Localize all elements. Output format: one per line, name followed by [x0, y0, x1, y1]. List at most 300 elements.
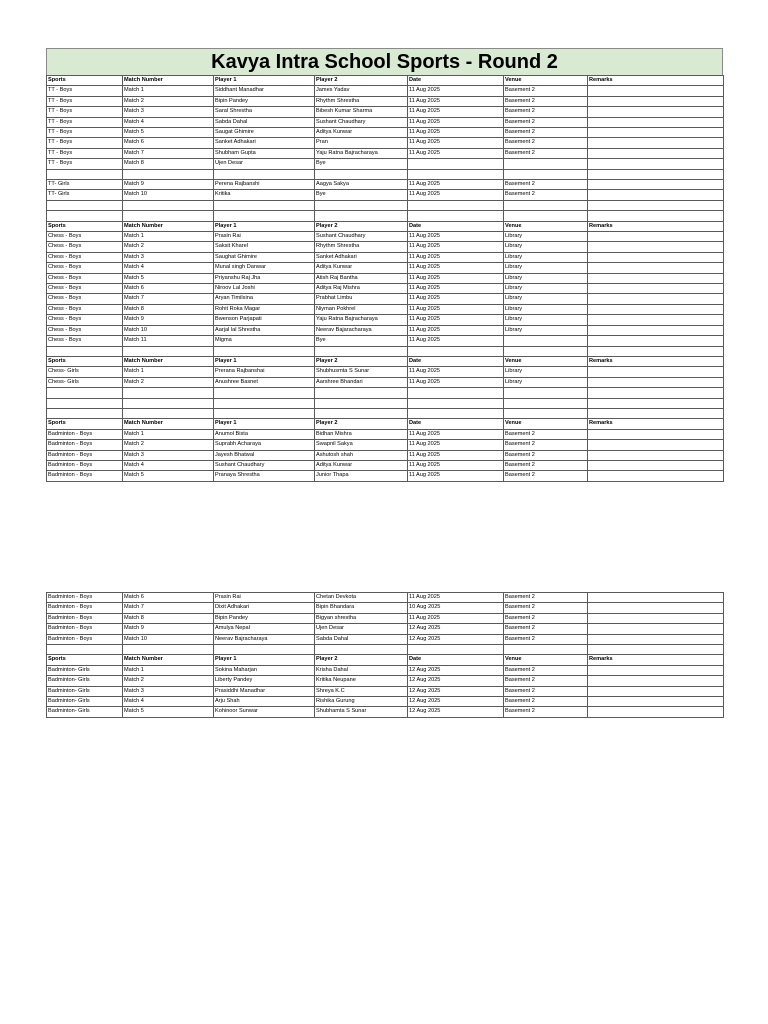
cell-player-2: James Yadav	[315, 86, 408, 96]
table-row	[47, 634, 724, 644]
cell-sport: TT - Boys	[47, 128, 123, 138]
cell-remarks	[588, 686, 724, 696]
cell-player-1: Anushree Basnet	[214, 377, 315, 387]
table-row	[47, 665, 724, 675]
cell-sport: Badminton - Boys	[47, 634, 123, 644]
column-header-player-2: Player 2	[315, 419, 408, 429]
cell-remarks	[588, 593, 724, 603]
cell-player-1: Prasin Rai	[214, 232, 315, 242]
table-row	[47, 107, 724, 117]
cell-venue: Basement 2	[504, 686, 588, 696]
cell-sport: Badminton- Girls	[47, 707, 123, 717]
page-title: Kavya Intra School Sports - Round 2	[46, 48, 723, 75]
cell-venue: Library	[504, 325, 588, 335]
column-header-match-number: Match Number	[123, 76, 214, 86]
column-header-venue: Venue	[504, 356, 588, 366]
table-row	[47, 190, 724, 200]
cell-venue: Basement 2	[504, 117, 588, 127]
cell-remarks	[588, 159, 724, 169]
column-header-sport: Sports	[47, 76, 123, 86]
cell-player-2: Shubhusmta S Sunar	[315, 367, 408, 377]
empty-cell	[214, 346, 315, 356]
cell-player-1: Bipin Pandey	[214, 96, 315, 106]
cell-remarks	[588, 107, 724, 117]
cell-match-number: Match 4	[123, 697, 214, 707]
schedule-table-continued	[46, 592, 724, 718]
cell-date: 11 Aug 2025	[408, 377, 504, 387]
cell-remarks	[588, 273, 724, 283]
cell-match-number: Match 10	[123, 634, 214, 644]
cell-player-2: Sushant Chaudhary	[315, 232, 408, 242]
column-header-player-1: Player 1	[214, 655, 315, 665]
cell-date: 12 Aug 2025	[408, 697, 504, 707]
cell-sport: Badminton - Boys	[47, 440, 123, 450]
cell-player-2: Ujen Desar	[315, 624, 408, 634]
table-row	[47, 304, 724, 314]
empty-cell	[408, 169, 504, 179]
cell-match-number: Match 5	[123, 128, 214, 138]
cell-remarks	[588, 148, 724, 158]
cell-player-2: Chetan Devkota	[315, 593, 408, 603]
table-row	[47, 686, 724, 696]
cell-sport: Badminton- Girls	[47, 676, 123, 686]
empty-cell	[588, 398, 724, 408]
cell-match-number: Match 7	[123, 603, 214, 613]
table-row	[47, 429, 724, 439]
empty-row	[47, 388, 724, 398]
cell-remarks	[588, 263, 724, 273]
cell-venue: Library	[504, 273, 588, 283]
table-row	[47, 128, 724, 138]
table-row	[47, 294, 724, 304]
cell-remarks	[588, 367, 724, 377]
empty-cell	[47, 346, 123, 356]
empty-cell	[47, 645, 123, 655]
empty-cell	[504, 408, 588, 418]
table-row	[47, 315, 724, 325]
column-header-match-number: Match Number	[123, 221, 214, 231]
cell-date: 11 Aug 2025	[408, 107, 504, 117]
cell-sport: Badminton - Boys	[47, 471, 123, 481]
column-header-venue: Venue	[504, 419, 588, 429]
column-header-date: Date	[408, 419, 504, 429]
cell-remarks	[588, 315, 724, 325]
column-header-date: Date	[408, 655, 504, 665]
cell-sport: TT - Boys	[47, 138, 123, 148]
cell-sport: Badminton- Girls	[47, 686, 123, 696]
cell-venue: Library	[504, 377, 588, 387]
cell-match-number: Match 10	[123, 325, 214, 335]
empty-cell	[315, 200, 408, 210]
cell-venue: Basement 2	[504, 676, 588, 686]
cell-match-number: Match 5	[123, 471, 214, 481]
empty-cell	[47, 408, 123, 418]
table-row	[47, 284, 724, 294]
cell-sport: Chess - Boys	[47, 232, 123, 242]
empty-cell	[504, 200, 588, 210]
cell-player-1: Migma	[214, 336, 315, 346]
cell-sport: TT - Boys	[47, 159, 123, 169]
cell-player-1: Bipin Pandey	[214, 613, 315, 623]
cell-match-number: Match 1	[123, 367, 214, 377]
empty-cell	[214, 200, 315, 210]
cell-venue: Basement 2	[504, 707, 588, 717]
empty-cell	[408, 346, 504, 356]
cell-player-1: Sushant Chaudhary	[214, 460, 315, 470]
cell-venue: Basement 2	[504, 613, 588, 623]
cell-date: 12 Aug 2025	[408, 634, 504, 644]
cell-player-2: Bipin Bhandara	[315, 603, 408, 613]
table-row	[47, 593, 724, 603]
cell-player-2: Kritika Neupane	[315, 676, 408, 686]
cell-remarks	[588, 440, 724, 450]
cell-match-number: Match 11	[123, 336, 214, 346]
cell-player-1: Shubham Gupta	[214, 148, 315, 158]
cell-player-2: Aditya Kunwar	[315, 460, 408, 470]
cell-player-2: Sanket Adhakari	[315, 252, 408, 262]
cell-sport: Badminton - Boys	[47, 593, 123, 603]
table-row	[47, 138, 724, 148]
cell-remarks	[588, 707, 724, 717]
cell-remarks	[588, 96, 724, 106]
cell-sport: TT - Boys	[47, 107, 123, 117]
cell-player-1: Siddhant Manadhar	[214, 86, 315, 96]
empty-cell	[408, 200, 504, 210]
cell-player-1: Neerav Bajracharaya	[214, 634, 315, 644]
cell-match-number: Match 7	[123, 294, 214, 304]
cell-remarks	[588, 232, 724, 242]
cell-player-2: Rishika Gurung	[315, 697, 408, 707]
cell-venue: Basement 2	[504, 429, 588, 439]
cell-remarks	[588, 676, 724, 686]
cell-sport: Chess - Boys	[47, 242, 123, 252]
cell-match-number: Match 6	[123, 138, 214, 148]
cell-match-number: Match 8	[123, 613, 214, 623]
cell-date: 11 Aug 2025	[408, 263, 504, 273]
cell-remarks	[588, 624, 724, 634]
cell-venue: Basement 2	[504, 128, 588, 138]
table-row	[47, 117, 724, 127]
cell-date: 11 Aug 2025	[408, 138, 504, 148]
table-row	[47, 242, 724, 252]
cell-player-1: Sanket Adhakari	[214, 138, 315, 148]
cell-date	[408, 159, 504, 169]
cell-remarks	[588, 128, 724, 138]
cell-player-2: Krisha Dahal	[315, 665, 408, 675]
cell-venue: Basement 2	[504, 450, 588, 460]
empty-cell	[504, 398, 588, 408]
empty-row	[47, 211, 724, 221]
table-row	[47, 336, 724, 346]
cell-player-2: Shubhamta S Sunar	[315, 707, 408, 717]
cell-player-1: Rohit Roka Magar	[214, 304, 315, 314]
cell-sport: TT- Girls	[47, 180, 123, 190]
empty-cell	[123, 645, 214, 655]
cell-remarks	[588, 117, 724, 127]
column-header-player-1: Player 1	[214, 356, 315, 366]
cell-match-number: Match 8	[123, 304, 214, 314]
empty-row	[47, 169, 724, 179]
empty-cell	[315, 388, 408, 398]
cell-player-1: Dixit Adhakari	[214, 603, 315, 613]
cell-match-number: Match 3	[123, 686, 214, 696]
empty-cell	[123, 169, 214, 179]
cell-remarks	[588, 190, 724, 200]
cell-venue: Basement 2	[504, 624, 588, 634]
cell-sport: Chess - Boys	[47, 273, 123, 283]
cell-venue	[504, 159, 588, 169]
empty-cell	[504, 388, 588, 398]
column-header-remarks: Remarks	[588, 76, 724, 86]
cell-sport: Chess - Boys	[47, 325, 123, 335]
cell-player-1: Kritika	[214, 190, 315, 200]
table-row	[47, 613, 724, 623]
empty-cell	[123, 408, 214, 418]
cell-date: 11 Aug 2025	[408, 450, 504, 460]
cell-match-number: Match 2	[123, 440, 214, 450]
cell-venue: Basement 2	[504, 96, 588, 106]
cell-date: 11 Aug 2025	[408, 180, 504, 190]
cell-player-1: Arju Shah	[214, 697, 315, 707]
cell-sport: Chess- Girls	[47, 377, 123, 387]
header-row	[47, 76, 724, 86]
cell-date: 11 Aug 2025	[408, 336, 504, 346]
empty-cell	[315, 408, 408, 418]
cell-date: 11 Aug 2025	[408, 304, 504, 314]
cell-player-2: Yaju Ratna Bajracharaya	[315, 148, 408, 158]
cell-player-2: Sabda Dahal	[315, 634, 408, 644]
empty-cell	[588, 408, 724, 418]
table-row	[47, 377, 724, 387]
empty-cell	[47, 398, 123, 408]
cell-date: 11 Aug 2025	[408, 232, 504, 242]
cell-player-1: Jayesh Bhatwal	[214, 450, 315, 460]
cell-match-number: Match 5	[123, 273, 214, 283]
cell-remarks	[588, 336, 724, 346]
cell-date: 11 Aug 2025	[408, 367, 504, 377]
cell-player-1: Munal singh Danwar	[214, 263, 315, 273]
cell-remarks	[588, 377, 724, 387]
cell-match-number: Match 2	[123, 377, 214, 387]
cell-player-1: Kohinoor Sunwar	[214, 707, 315, 717]
empty-cell	[214, 388, 315, 398]
cell-date: 10 Aug 2025	[408, 603, 504, 613]
cell-date: 11 Aug 2025	[408, 252, 504, 262]
column-header-remarks: Remarks	[588, 655, 724, 665]
cell-date: 12 Aug 2025	[408, 686, 504, 696]
cell-sport: Badminton - Boys	[47, 429, 123, 439]
cell-player-2: Bigyan shrestha	[315, 613, 408, 623]
cell-player-2: Bidhan Mishra	[315, 429, 408, 439]
table-row	[47, 325, 724, 335]
cell-venue: Library	[504, 284, 588, 294]
column-header-venue: Venue	[504, 76, 588, 86]
empty-cell	[315, 645, 408, 655]
cell-venue: Library	[504, 315, 588, 325]
cell-date: 11 Aug 2025	[408, 294, 504, 304]
cell-venue: Basement 2	[504, 634, 588, 644]
empty-cell	[214, 408, 315, 418]
cell-date: 11 Aug 2025	[408, 148, 504, 158]
cell-player-2: Shreya K.C	[315, 686, 408, 696]
cell-player-1: Amulya Nepal	[214, 624, 315, 634]
cell-date: 12 Aug 2025	[408, 624, 504, 634]
cell-venue: Basement 2	[504, 665, 588, 675]
table-row	[47, 450, 724, 460]
cell-player-2: Sushant Chaudhary	[315, 117, 408, 127]
cell-player-2: Bye	[315, 159, 408, 169]
column-header-player-1: Player 1	[214, 419, 315, 429]
cell-date: 12 Aug 2025	[408, 707, 504, 717]
column-header-remarks: Remarks	[588, 221, 724, 231]
schedule-sheet-page-1	[46, 48, 723, 482]
cell-sport: Chess - Boys	[47, 336, 123, 346]
table-row	[47, 148, 724, 158]
empty-cell	[504, 169, 588, 179]
header-row	[47, 655, 724, 665]
cell-date: 12 Aug 2025	[408, 676, 504, 686]
cell-venue: Library	[504, 252, 588, 262]
cell-remarks	[588, 460, 724, 470]
column-header-player-2: Player 2	[315, 76, 408, 86]
empty-cell	[588, 200, 724, 210]
cell-date: 11 Aug 2025	[408, 613, 504, 623]
cell-date: 11 Aug 2025	[408, 128, 504, 138]
cell-player-1: Saksit Kharel	[214, 242, 315, 252]
cell-match-number: Match 9	[123, 315, 214, 325]
cell-sport: Badminton - Boys	[47, 613, 123, 623]
cell-player-2: Aditya Kunwar	[315, 128, 408, 138]
cell-venue: Basement 2	[504, 697, 588, 707]
cell-date: 11 Aug 2025	[408, 273, 504, 283]
column-header-sport: Sports	[47, 419, 123, 429]
empty-row	[47, 408, 724, 418]
cell-remarks	[588, 86, 724, 96]
empty-cell	[588, 169, 724, 179]
cell-remarks	[588, 634, 724, 644]
cell-venue: Basement 2	[504, 440, 588, 450]
cell-date: 11 Aug 2025	[408, 471, 504, 481]
empty-cell	[408, 211, 504, 221]
cell-venue: Library	[504, 232, 588, 242]
cell-date: 11 Aug 2025	[408, 460, 504, 470]
cell-match-number: Match 8	[123, 159, 214, 169]
table-row	[47, 180, 724, 190]
cell-match-number: Match 3	[123, 450, 214, 460]
cell-player-2: Junior Thapa	[315, 471, 408, 481]
empty-cell	[47, 211, 123, 221]
column-header-date: Date	[408, 76, 504, 86]
header-row	[47, 356, 724, 366]
cell-date: 11 Aug 2025	[408, 86, 504, 96]
cell-player-2: Aagya Sakya	[315, 180, 408, 190]
cell-date: 11 Aug 2025	[408, 190, 504, 200]
cell-remarks	[588, 603, 724, 613]
cell-player-2: Swapnil Sakya	[315, 440, 408, 450]
cell-player-1: Prasiddhi Manadhar	[214, 686, 315, 696]
cell-player-1: Saughat Ghimire	[214, 252, 315, 262]
empty-cell	[123, 346, 214, 356]
cell-player-1: Bwenson Parjapati	[214, 315, 315, 325]
cell-venue: Basement 2	[504, 190, 588, 200]
table-row	[47, 232, 724, 242]
empty-cell	[504, 645, 588, 655]
empty-cell	[214, 398, 315, 408]
empty-cell	[315, 346, 408, 356]
cell-player-1: Aarjal lal Shrestha	[214, 325, 315, 335]
cell-match-number: Match 1	[123, 232, 214, 242]
empty-cell	[408, 398, 504, 408]
cell-match-number: Match 2	[123, 242, 214, 252]
empty-row	[47, 645, 724, 655]
empty-row	[47, 398, 724, 408]
cell-player-1: Perena Rajbanshi	[214, 180, 315, 190]
empty-cell	[123, 388, 214, 398]
empty-cell	[315, 211, 408, 221]
column-header-player-1: Player 1	[214, 76, 315, 86]
empty-cell	[47, 388, 123, 398]
cell-sport: TT - Boys	[47, 86, 123, 96]
cell-venue: Library	[504, 367, 588, 377]
cell-player-1: Aryan Timilsina	[214, 294, 315, 304]
cell-match-number: Match 6	[123, 593, 214, 603]
column-header-venue: Venue	[504, 655, 588, 665]
cell-sport: TT - Boys	[47, 148, 123, 158]
cell-match-number: Match 4	[123, 460, 214, 470]
table-row	[47, 273, 724, 283]
cell-remarks	[588, 294, 724, 304]
cell-remarks	[588, 471, 724, 481]
cell-player-2: Ashutosh shah	[315, 450, 408, 460]
cell-remarks	[588, 613, 724, 623]
cell-sport: TT- Girls	[47, 190, 123, 200]
cell-date: 11 Aug 2025	[408, 429, 504, 439]
cell-player-2: Bye	[315, 336, 408, 346]
cell-date: 11 Aug 2025	[408, 96, 504, 106]
cell-match-number: Match 6	[123, 284, 214, 294]
cell-venue: Basement 2	[504, 603, 588, 613]
empty-cell	[588, 645, 724, 655]
schedule-table	[46, 75, 724, 482]
empty-cell	[504, 346, 588, 356]
cell-player-1: Suprabh Acharaya	[214, 440, 315, 450]
table-row	[47, 460, 724, 470]
cell-venue: Library	[504, 304, 588, 314]
cell-match-number: Match 9	[123, 180, 214, 190]
empty-cell	[123, 200, 214, 210]
column-header-player-2: Player 2	[315, 356, 408, 366]
empty-cell	[588, 211, 724, 221]
cell-player-1: Ujen Desar	[214, 159, 315, 169]
cell-player-1: Prasin Rai	[214, 593, 315, 603]
cell-date: 11 Aug 2025	[408, 593, 504, 603]
cell-player-2: Aditya Kunwar	[315, 263, 408, 273]
cell-sport: Chess - Boys	[47, 263, 123, 273]
cell-sport: Chess - Boys	[47, 294, 123, 304]
table-row	[47, 676, 724, 686]
cell-player-2: Bye	[315, 190, 408, 200]
empty-cell	[123, 398, 214, 408]
column-header-remarks: Remarks	[588, 356, 724, 366]
table-row	[47, 86, 724, 96]
cell-player-1: Pranaya Shrestha	[214, 471, 315, 481]
table-row	[47, 603, 724, 613]
empty-cell	[315, 169, 408, 179]
cell-match-number: Match 10	[123, 190, 214, 200]
column-header-date: Date	[408, 356, 504, 366]
cell-player-2: Rhythm Shrestha	[315, 242, 408, 252]
cell-player-2: Aarshree Bhandari	[315, 377, 408, 387]
